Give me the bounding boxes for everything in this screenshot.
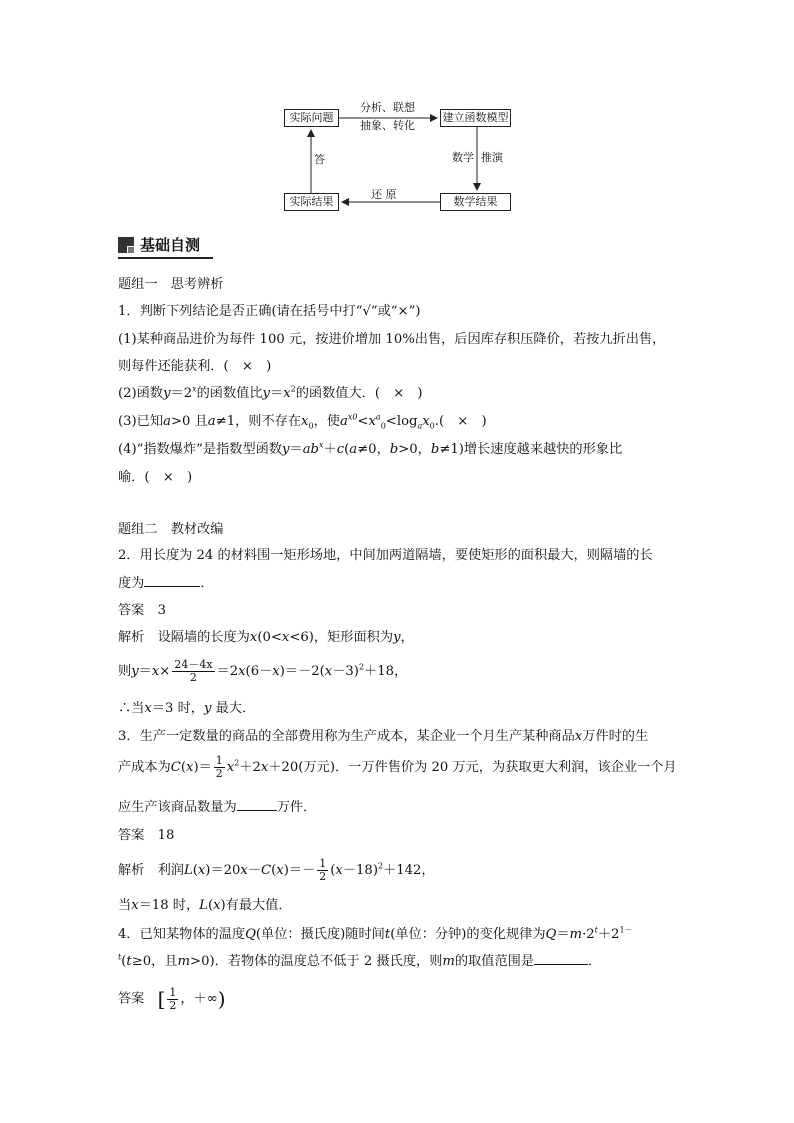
text: ，使 xyxy=(313,414,340,429)
sub: 0 xyxy=(380,421,386,431)
text: (单位：分钟)的变化规律为 xyxy=(390,927,546,942)
text: 利润 xyxy=(157,863,184,878)
text: ＝3 时， xyxy=(151,701,204,716)
exp: t xyxy=(594,925,598,935)
fraction xyxy=(172,659,214,684)
text: ( xyxy=(344,442,350,457)
text: ， xyxy=(400,630,414,645)
text: ∴当 xyxy=(118,701,145,716)
denominator: 2 xyxy=(215,767,223,780)
q2-line1: 2．用长度为 24 的材料围一矩形场地，中间加两道隔墙，要使矩形的面积最大，则隔墙的长 xyxy=(118,548,653,563)
text: 产成本为 xyxy=(118,760,171,775)
var: x xyxy=(260,760,269,775)
text: ＝ xyxy=(556,927,570,942)
exp: 2 xyxy=(290,384,296,394)
answer-blank xyxy=(144,574,200,587)
box-actual-result: 实际结果 xyxy=(284,193,339,211)
text: ( xyxy=(121,954,127,969)
denominator: 2 xyxy=(189,671,197,684)
q1-1-line2: 则每件还能获利．( × ) xyxy=(118,359,272,374)
fraction xyxy=(167,987,178,1012)
answer-label: 答案 xyxy=(118,991,145,1007)
text: × xyxy=(159,664,171,679)
text: 3．生产一定数量的商品的全部费用称为生产成本，某企业一个月生产某种商品 xyxy=(118,729,575,744)
text: －18) xyxy=(342,863,378,878)
var: x xyxy=(151,664,160,679)
answer-label: 答案 xyxy=(118,828,145,843)
text: ，＋∞ xyxy=(180,991,218,1007)
box-actual-problem: 实际问题 xyxy=(284,109,339,127)
fraction xyxy=(214,755,225,780)
text: ＋20(万元)．一万件售价为 20 万元，为获取更大利润，该企业一个月 xyxy=(268,760,677,775)
exp: 2 xyxy=(234,758,240,768)
var: b xyxy=(389,442,399,457)
var: y xyxy=(163,386,171,401)
text: 最大． xyxy=(211,701,256,716)
q3-line2 xyxy=(118,755,678,781)
text: <log xyxy=(385,414,418,429)
var: y xyxy=(393,630,401,645)
answer-label: 答案 xyxy=(118,603,145,618)
group2-title: 题组二 教材改编 xyxy=(118,522,224,537)
text: 万件时的生 xyxy=(582,729,649,744)
text: (3)已知 xyxy=(118,414,164,429)
fraction xyxy=(317,858,328,883)
box-math-result: 数学结果 xyxy=(440,193,511,211)
q1-2 xyxy=(118,384,678,404)
var: ab xyxy=(302,442,319,457)
text: )＝－2( xyxy=(279,664,325,679)
text: ＋ xyxy=(323,442,337,457)
answer-blank xyxy=(237,798,277,811)
var: x xyxy=(144,701,152,716)
text: ≠1)增长速度越来越快的形象比 xyxy=(439,442,623,457)
var: x xyxy=(324,664,333,679)
var: m xyxy=(569,927,583,942)
text: ( xyxy=(192,863,198,878)
bracket-left: [ xyxy=(157,987,166,1011)
text: )＝ xyxy=(193,760,212,775)
var: x xyxy=(283,386,291,401)
q4-line1 xyxy=(118,925,678,945)
q3-conclusion xyxy=(118,896,678,916)
var: y xyxy=(262,386,270,401)
var: a xyxy=(207,414,216,429)
text: )有最大值． xyxy=(220,898,292,913)
text: >0 且 xyxy=(170,414,208,429)
text: (单位：摄氏度)随时间 xyxy=(255,927,385,942)
var: t xyxy=(384,927,391,942)
var: y xyxy=(203,701,212,716)
text: )＝20 xyxy=(205,863,241,878)
text: 应生产该商品数量为 xyxy=(118,800,237,815)
q3-analysis xyxy=(118,857,678,885)
text: ． xyxy=(200,576,214,591)
numerator: 1 xyxy=(319,857,327,870)
text: ≠1，则不存在 xyxy=(215,414,302,429)
q3-answer xyxy=(118,826,678,846)
text: ≥0，且 xyxy=(131,954,178,969)
text: ＝ xyxy=(270,386,284,401)
q3-line1 xyxy=(118,727,678,747)
text: 4．已知某物体的温度 xyxy=(118,927,246,942)
text: 的函数值大．( × ) xyxy=(295,386,423,401)
q4-answer xyxy=(118,984,678,1015)
section-square-icon xyxy=(118,237,134,253)
text: ( xyxy=(207,898,214,913)
var: Q xyxy=(245,927,256,942)
text: (2)函数 xyxy=(118,386,164,401)
q2-equation xyxy=(118,658,678,686)
var: m xyxy=(177,954,191,969)
text: 设隔墙的长度为 xyxy=(157,630,250,645)
text: < xyxy=(357,414,369,429)
var: c xyxy=(336,442,345,457)
var: x xyxy=(226,760,235,775)
var: x xyxy=(422,414,430,429)
text: － xyxy=(247,863,262,878)
q2-analysis xyxy=(118,628,678,648)
var: x xyxy=(240,863,248,878)
text: (6－ xyxy=(245,664,273,679)
text: 的函数值比 xyxy=(196,386,263,401)
text: 的取值范围是 xyxy=(454,954,535,969)
var: C xyxy=(261,863,272,878)
edge-label-restore: 还 原 xyxy=(371,188,397,201)
exp: x xyxy=(319,440,324,450)
text: <6)，矩形面积为 xyxy=(289,630,394,645)
var: x xyxy=(574,729,583,744)
exp: t xyxy=(118,952,122,962)
text: 度为 xyxy=(118,576,145,591)
text: >0)．若物体的温度总不低于 2 摄氏度，则 xyxy=(190,954,443,969)
denominator: 2 xyxy=(319,870,327,883)
var: a xyxy=(339,414,348,429)
q2-answer xyxy=(118,601,678,621)
var: x xyxy=(186,760,194,775)
edge-label-math: 数学 xyxy=(452,151,474,164)
edge-label-answer: 答 xyxy=(314,153,325,166)
q1-4-line1 xyxy=(118,440,678,460)
group1-title: 题组一 思考辨析 xyxy=(118,277,224,292)
var: x xyxy=(213,898,221,913)
var: Q xyxy=(545,927,557,942)
var: x xyxy=(238,664,246,679)
text: ≠0， xyxy=(357,442,390,457)
var: x xyxy=(335,863,343,878)
text: ＝ xyxy=(138,664,152,679)
answer-value: 18 xyxy=(157,828,175,843)
text: ·2 xyxy=(582,927,595,942)
q1-4-line2: 喻．( × ) xyxy=(118,470,193,485)
exp: x0 xyxy=(347,412,358,422)
section-title: 基础自测 xyxy=(140,236,201,254)
var: x xyxy=(197,863,206,878)
sub: 0 xyxy=(429,421,435,431)
text: ＝2 xyxy=(216,664,239,679)
exp: 1－ xyxy=(619,925,633,935)
var: x xyxy=(272,664,280,679)
q4-line2 xyxy=(118,952,678,972)
text: ． xyxy=(588,954,602,969)
q1-1-line1: (1)某种商品进价为每件 100 元，按进价增加 10%出售，后因库存积压降价，若按九折出售， xyxy=(118,332,666,347)
answer-blank xyxy=(534,952,588,965)
var: x xyxy=(301,414,309,429)
var: a xyxy=(349,442,358,457)
var: x xyxy=(276,863,284,878)
sub: 0 xyxy=(308,421,314,431)
numerator: 1 xyxy=(169,985,177,999)
text: ( xyxy=(180,760,186,775)
text: 则 xyxy=(118,664,132,679)
text: ＝ xyxy=(289,442,303,457)
text: .( × ) xyxy=(434,414,487,429)
text: －3) xyxy=(332,664,359,679)
text: 万件． xyxy=(276,800,317,815)
analysis-label: 解析 xyxy=(118,863,145,878)
edge-label-derive: 推演 xyxy=(481,151,503,164)
diagram-arrows xyxy=(0,0,794,230)
q1-stem: 1．判断下列结论是否正确(请在括号中打“√”或“×”) xyxy=(118,304,421,319)
exp: 2 xyxy=(358,662,365,672)
edge-label-abstract: 抽象、转化 xyxy=(360,119,415,132)
denominator: 2 xyxy=(169,998,177,1012)
answer-value: 3 xyxy=(157,603,166,618)
sub: a xyxy=(417,421,423,431)
text: ＋2 xyxy=(239,760,261,775)
numerator: 1 xyxy=(215,754,223,767)
text: ＋18， xyxy=(364,664,408,679)
var: y xyxy=(131,664,139,679)
text: (4)“指数爆炸”是指数型函数 xyxy=(118,442,283,457)
text: (0< xyxy=(257,630,282,645)
var: x xyxy=(368,414,376,429)
text: ＋142， xyxy=(383,863,435,878)
text: ( xyxy=(271,863,277,878)
text: 当 xyxy=(118,898,132,913)
text: >0， xyxy=(398,442,431,457)
var: b xyxy=(430,442,440,457)
var: L xyxy=(183,863,193,878)
q3-line3 xyxy=(118,798,678,818)
text: ＝18 时， xyxy=(138,898,200,913)
text: ( xyxy=(330,863,336,878)
var: x xyxy=(131,898,139,913)
exp: a xyxy=(375,412,381,422)
var: a xyxy=(163,414,171,429)
var: y xyxy=(282,442,290,457)
q2-conclusion xyxy=(118,699,678,719)
text: ＋2 xyxy=(597,927,620,942)
exp: 2 xyxy=(377,861,384,871)
text: )＝－ xyxy=(283,863,316,878)
box-function-model: 建立函数模型 xyxy=(440,109,511,127)
exp: x xyxy=(192,384,197,394)
numerator: 24－4x xyxy=(174,658,213,671)
analysis-label: 解析 xyxy=(118,630,145,645)
text: ＝2 xyxy=(170,386,193,401)
var: L xyxy=(199,898,208,913)
q2-line2 xyxy=(118,574,678,594)
edge-label-analyze: 分析、联想 xyxy=(360,101,415,114)
var: m xyxy=(442,954,455,969)
section-rule xyxy=(118,257,213,259)
var: x xyxy=(249,630,258,645)
var: C xyxy=(170,760,181,775)
var: x xyxy=(281,630,290,645)
var: t xyxy=(126,954,132,969)
q1-3 xyxy=(118,412,678,432)
bracket-right: ) xyxy=(217,987,226,1011)
